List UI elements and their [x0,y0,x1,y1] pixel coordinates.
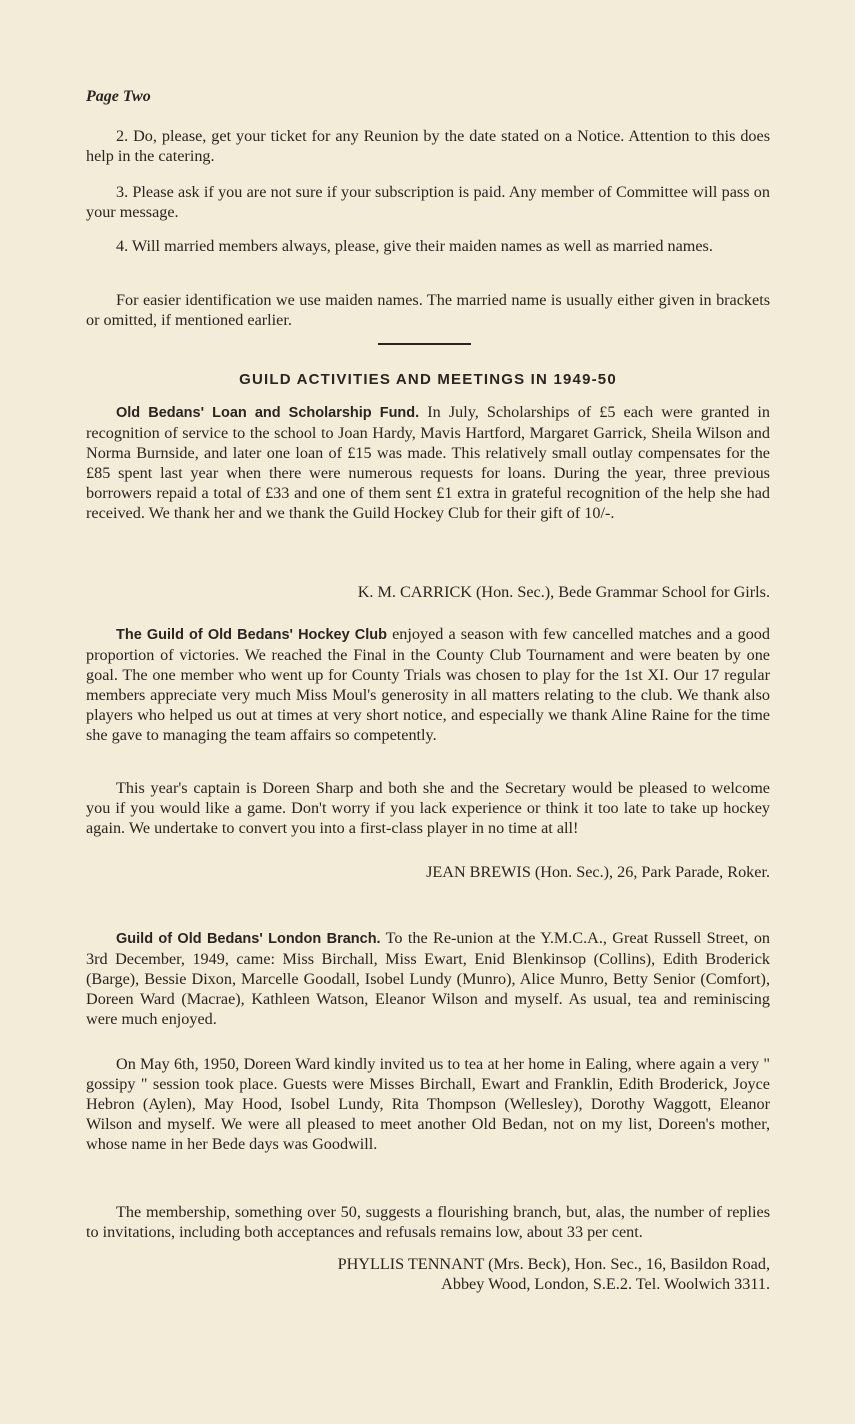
london-branch-paragraph-3: The membership, something over 50, suggests a flourishing branch, but, alas, the number of replies to invitations, including both acceptances and refusals remains low, about 33 per cent. [86,1203,770,1241]
london-branch-lead: Guild of Old Bedans' London Branch. [116,931,381,947]
notice-4: 4. Will married members always, please, give their maiden names as well as married names. [116,237,713,255]
loan-fund-paragraph [86,402,770,523]
london-branch-signature-line-2: Abbey Wood, London, S.E.2. Tel. Woolwich 3311. [441,1275,770,1293]
london-branch-signature [86,1254,770,1294]
hockey-club-lead: The Guild of Old Bedans' Hockey Club [116,627,387,643]
london-branch-signature-line-1: PHYLLIS TENNANT (Mrs. Beck), Hon. Sec., 16, Basildon Road, [337,1255,770,1273]
hockey-club-signature: JEAN BREWIS (Hon. Sec.), 26, Park Parade, Roker. [426,863,770,881]
hockey-club-paragraph-2: This year's captain is Doreen Sharp and both she and the Secretary would be pleased to welcome you if you would like a game. Don't worry if you lack experience or think it too late to take up hockey again. We undertake to convert you into a first-class player in no time at all! [86,779,770,837]
notice-maiden-names: For easier identification we use maiden names. The married name is usually either given in brackets or omitted, if mentioned earlier. [86,291,770,329]
loan-fund-signature: K. M. CARRICK (Hon. Sec.), Bede Grammar School for Girls. [357,583,770,601]
london-branch-paragraph [86,928,770,1029]
page-label: Page Two [86,88,151,105]
notice-3: 3. Please ask if you are not sure if your subscription is paid. Any member of Committee will pass on your message. [86,183,770,221]
notice-2: 2. Do, please, get your ticket for any Reunion by the date stated on a Notice. Attention to this does help in the catering. [86,127,770,165]
hockey-club-paragraph [86,624,770,745]
section-heading: GUILD ACTIVITIES AND MEETINGS IN 1949-50 [239,371,617,388]
london-branch-paragraph-2: On May 6th, 1950, Doreen Ward kindly invited us to tea at her home in Ealing, where again a very " gossipy " session took place. Guests were Misses Birchall, Ewart and Franklin, Edith Broderick, Joyce Hebron (Aylen), May Hood, Isobel Lundy, Rita Thompson (Wellesley), Dorothy Waggott, Eleanor Wilson and myself. We were all pleased to meet another Old Bedan, not on my list, Doreen's mother, whose name in her Bede days was Goodwill. [86,1055,770,1153]
london-branch-text: To the Re-union at the Y.M.C.A., Great Russell Street, on 3rd December, 1949, came: Miss Birchall, Miss Ewart, Enid Blenkinsop (Collins), Edith Broderick (Barge), Bessie Dixon, Marcelle Goodall, Isobel Lundy (Munro), Alice Munro, Betty Senior (Comfort), Doreen Ward (Macrae), Kathleen Watson, Eleanor Wilson and myself. As usual, tea and reminiscing were much enjoyed. [86,929,771,1028]
section-divider [378,343,471,345]
loan-fund-lead: Old Bedans' Loan and Scholarship Fund. [116,405,420,421]
loan-fund-text: In July, Scholarships of £5 each were granted in recognition of service to the school to Joan Hardy, Mavis Hartford, Margaret Garrick, Sheila Wilson and Norma Burnside, and later one loan of £15 was made. This relatively small outlay compensates for the £85 spent last year when there were numerous requests for loans. During the year, three previous borrowers repaid a total of £33 and one of them sent £1 extra in grateful recognition of the help she had received. We thank her and we thank the Guild Hockey Club for their gift of 10/-. [86,403,770,522]
hockey-club-text: enjoyed a season with few cancelled matches and a good proportion of victories. We reached the Final in the County Club Tournament and were beaten by one goal. The one member who went up for County Trials was chosen to play for the 1st XI. Our 17 regular members appreciate very much Miss Moul's generosity in all matters relating to the club. We thank also players who helped us out at times at very short notice, and especially we thank Aline Raine for the time she gave to managing the team affairs so competently. [86,625,770,744]
